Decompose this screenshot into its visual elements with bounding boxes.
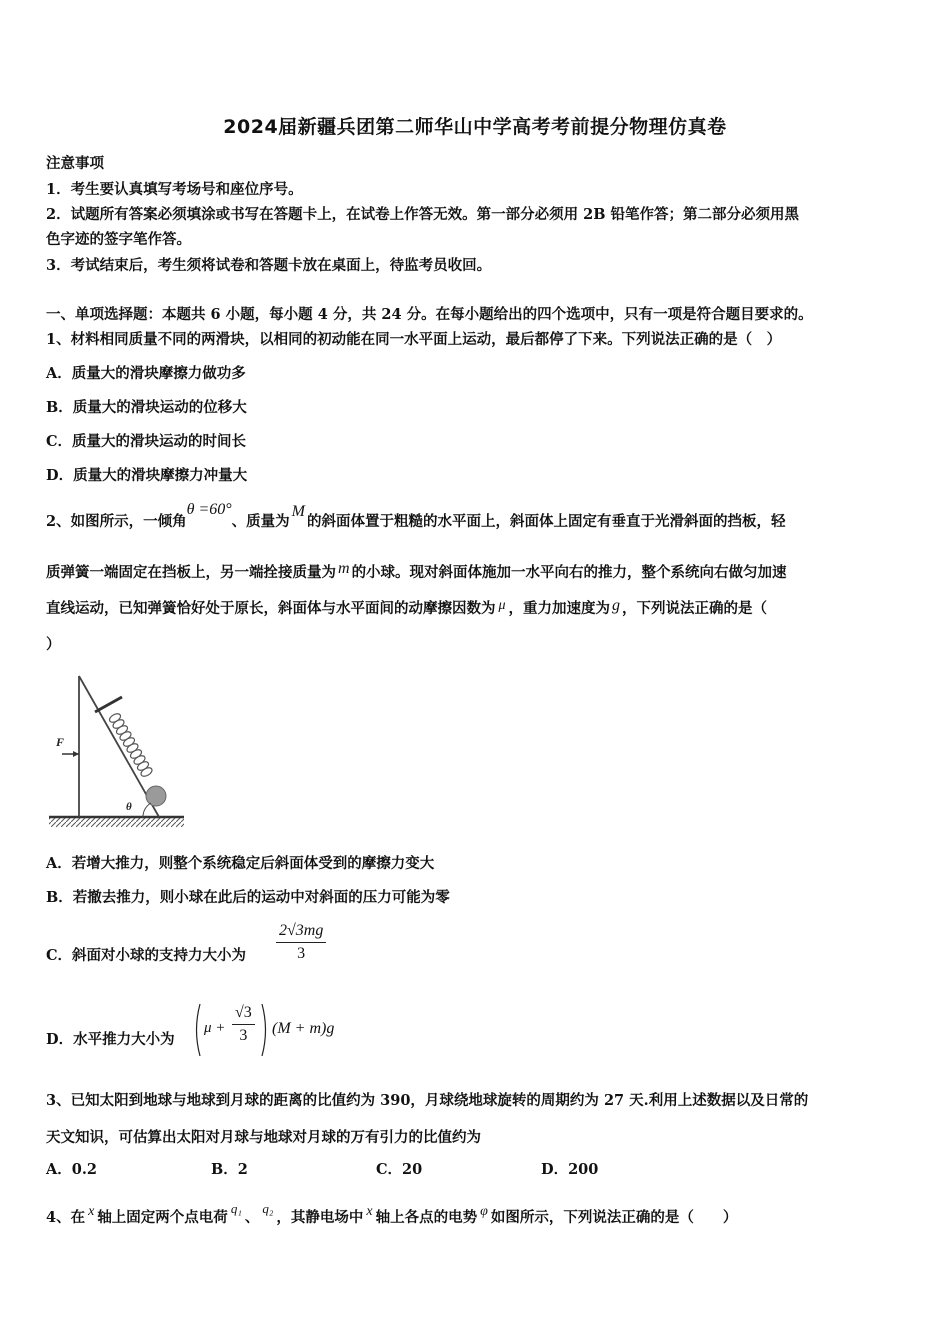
q3-option-d: D．200 (541, 1161, 599, 1178)
q2-stem-line1 (46, 501, 786, 531)
q4-text: 4、在 (46, 1209, 86, 1226)
q2-stem-text: 2、如图所示，一倾角 (46, 513, 187, 530)
notice-item: 3．考试结束后，考生须将试卷和答题卡放在桌面上，待监考员收回。 (46, 257, 492, 274)
page-title: 2024届新疆兵团第二师华山中学高考考前提分物理仿真卷 (223, 116, 727, 138)
fraction-denominator: 3 (239, 1027, 248, 1044)
q3-option-b: B．2 (211, 1161, 248, 1178)
notice-item: 色字迹的签字笔作答。 (46, 231, 191, 248)
q2-var-m: m (338, 560, 350, 577)
q2-option-c: C．斜面对小球的支持力大小为 (46, 947, 247, 964)
q2-var-g: g (612, 597, 621, 614)
q1-option-d: D．质量大的滑块摩擦力冲量大 (46, 467, 248, 484)
right-paren (260, 1002, 270, 1058)
q3-option-c: C．20 (376, 1161, 423, 1178)
q4-var-q1: q₁ (230, 1201, 242, 1216)
q2-stem-line2 (46, 561, 787, 582)
q2-stem-text: ，重力加速度为 (508, 600, 611, 617)
force-label: F (56, 735, 65, 749)
q4-text: 、 (244, 1209, 260, 1226)
fraction-denominator: 3 (297, 945, 306, 962)
q3-option-a: A．0.2 (46, 1161, 97, 1178)
q1-option-b: B．质量大的滑块运动的位移大 (46, 399, 247, 416)
q4-text: 如图所示，下列说法正确的是（ ） (490, 1209, 738, 1226)
q1-option-c: C．质量大的滑块运动的时间长 (46, 433, 247, 450)
angle-arc (143, 803, 151, 817)
fraction-numerator: 2√3mg (276, 922, 326, 943)
ball (146, 786, 166, 806)
q4-var-x: x (88, 1204, 95, 1219)
q2-stem-line4: ） (46, 636, 61, 653)
notice-heading: 注意事项 (46, 155, 104, 172)
q1-option-a: A．质量大的滑块摩擦力做功多 (46, 365, 246, 382)
q4-var-phi: φ (480, 1204, 488, 1219)
q4-var-x: x (366, 1204, 373, 1219)
q3-stem-line1: 3、已知太阳到地球与地球到月球的距离的比值约为 390，月球绕地球旋转的周期约为 27 天.利用上述数据以及日常的 (46, 1092, 809, 1109)
q4-stem (46, 1201, 738, 1227)
q2-option-c-fraction (276, 922, 326, 963)
q2-option-a: A．若增大推力，则整个系统稳定后斜面体受到的摩擦力变大 (46, 855, 435, 872)
q3-stem-line2: 天文知识，可估算出太阳对月球与地球对月球的万有引力的比值约为 (46, 1129, 481, 1146)
q2-angle: θ =60° (186, 501, 232, 518)
incline-spring-figure (46, 662, 190, 834)
q4-text: 轴上各点的电势 (375, 1209, 478, 1226)
q2-stem-text: ，下列说法正确的是（ (622, 600, 768, 617)
q2-stem-text: 的小球。现对斜面体施加一水平向右的推力，整个系统向右做匀加速 (351, 564, 787, 581)
stop-plate (95, 697, 122, 712)
q2-var-M: M (291, 503, 305, 520)
section-header: 一、单项选择题：本题共 6 小题，每小题 4 分，共 24 分。在每小题给出的四个选项中，只有一项是符合题目要求的。 (46, 306, 813, 323)
q2-stem-text: 、质量为 (231, 513, 290, 530)
mu-plus: μ + (204, 1020, 226, 1036)
ground-hatch (49, 817, 184, 827)
q4-text: ，其静电场中 (276, 1209, 364, 1226)
fraction-numerator: √3 (232, 1004, 255, 1025)
q2-stem-text: 质弹簧一端固定在挡板上，另一端拴接质量为 (46, 564, 336, 581)
q4-var-q2: q₂ (262, 1201, 274, 1216)
q2-stem-line3 (46, 597, 767, 618)
q1-stem: 1、材料相同质量不同的两滑块，以相同的初动能在同一水平面上运动，最后都停了下来。下列说法正确的是（ ） (46, 331, 782, 348)
q2-option-d-expression (192, 1002, 372, 1058)
q2-option-d: D．水平推力大小为 (46, 1031, 175, 1048)
sqrt3-over-3 (232, 1004, 255, 1045)
q2-option-b: B．若撤去推力，则小球在此后的运动中对斜面的压力可能为零 (46, 889, 450, 906)
left-paren (192, 1002, 202, 1058)
q2-stem-text: 的斜面体置于粗糙的水平面上，斜面体上固定有垂直于光滑斜面的挡板，轻 (306, 513, 786, 530)
angle-label: θ (126, 801, 132, 813)
mass-sum-g: (M + m)g (272, 1020, 335, 1037)
q4-text: 轴上固定两个点电荷 (97, 1209, 228, 1226)
notice-item: 2．试题所有答案必须填涂或书写在答题卡上，在试卷上作答无效。第一部分必须用 2B 铅笔作答；第二部分必须用黑 (46, 206, 800, 223)
q2-var-mu: μ (498, 598, 506, 613)
notice-item: 1．考生要认真填写考场号和座位序号。 (46, 181, 303, 198)
q2-stem-text: 直线运动，已知弹簧恰好处于原长，斜面体与水平面间的动摩擦因数为 (46, 600, 496, 617)
